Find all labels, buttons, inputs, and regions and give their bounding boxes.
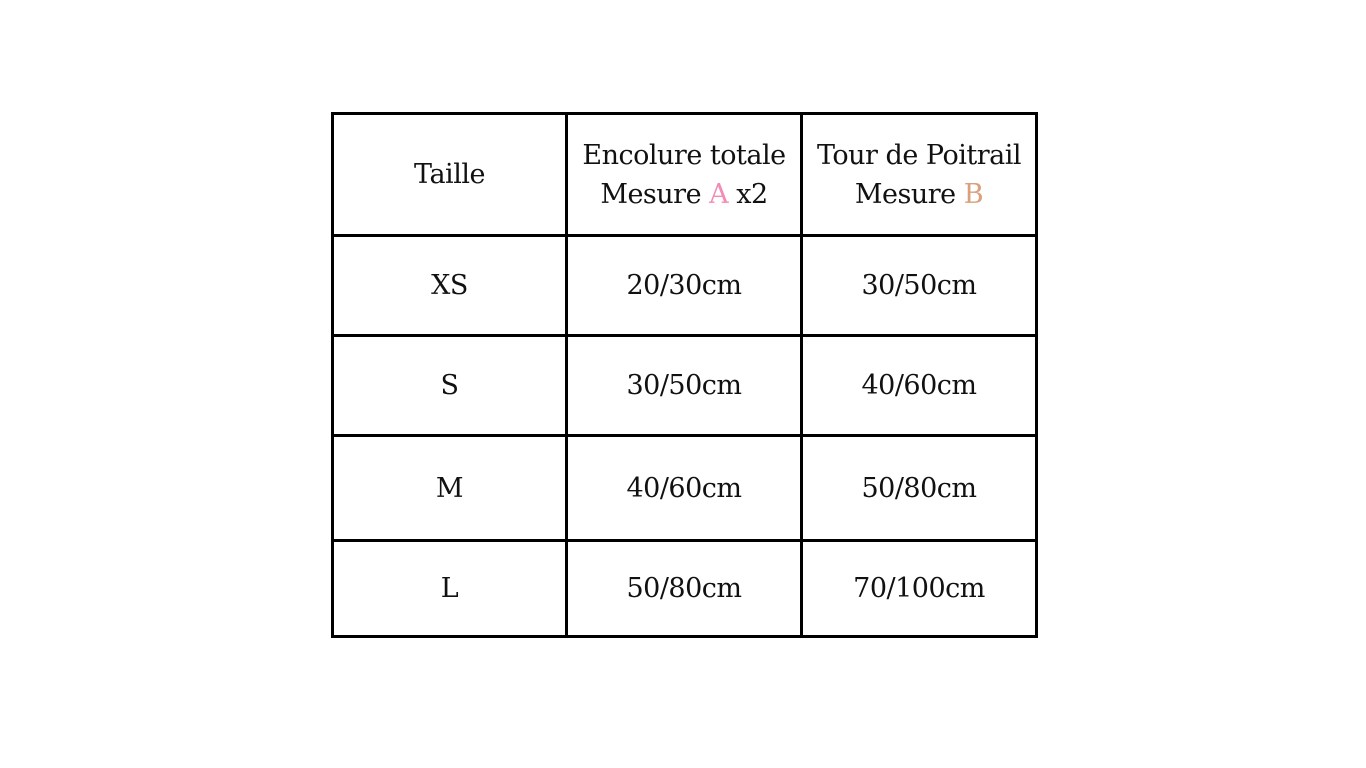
size-chart-table <box>331 112 1038 638</box>
header-neck <box>567 114 802 236</box>
cell-neck: 30/50cm <box>567 336 802 436</box>
header-size <box>333 114 567 236</box>
cell-neck: 20/30cm <box>567 236 802 336</box>
measure-a-letter: A <box>709 178 729 210</box>
cell-chest: 50/80cm <box>802 436 1037 541</box>
header-size-label: Taille <box>414 159 485 190</box>
header-chest-measure-prefix: Mesure <box>854 178 956 210</box>
measure-b-letter: B <box>963 178 984 210</box>
table-row <box>333 336 1037 436</box>
header-chest-title: Tour de Poitrail <box>817 139 1021 171</box>
header-neck-measure <box>568 175 800 214</box>
cell-size: L <box>333 541 567 637</box>
cell-neck: 50/80cm <box>567 541 802 637</box>
cell-neck: 40/60cm <box>567 436 802 541</box>
header-neck-measure-suffix: x2 <box>736 178 768 210</box>
cell-chest: 40/60cm <box>802 336 1037 436</box>
cell-chest: 70/100cm <box>802 541 1037 637</box>
table-row <box>333 541 1037 637</box>
header-chest <box>802 114 1037 236</box>
cell-size: XS <box>333 236 567 336</box>
table-row <box>333 436 1037 541</box>
cell-size: S <box>333 336 567 436</box>
header-neck-measure-prefix: Mesure <box>600 178 702 210</box>
header-chest-measure <box>803 175 1035 214</box>
table-row <box>333 236 1037 336</box>
table-header-row <box>333 114 1037 236</box>
cell-size: M <box>333 436 567 541</box>
header-neck-title: Encolure totale <box>582 139 786 171</box>
cell-chest: 30/50cm <box>802 236 1037 336</box>
